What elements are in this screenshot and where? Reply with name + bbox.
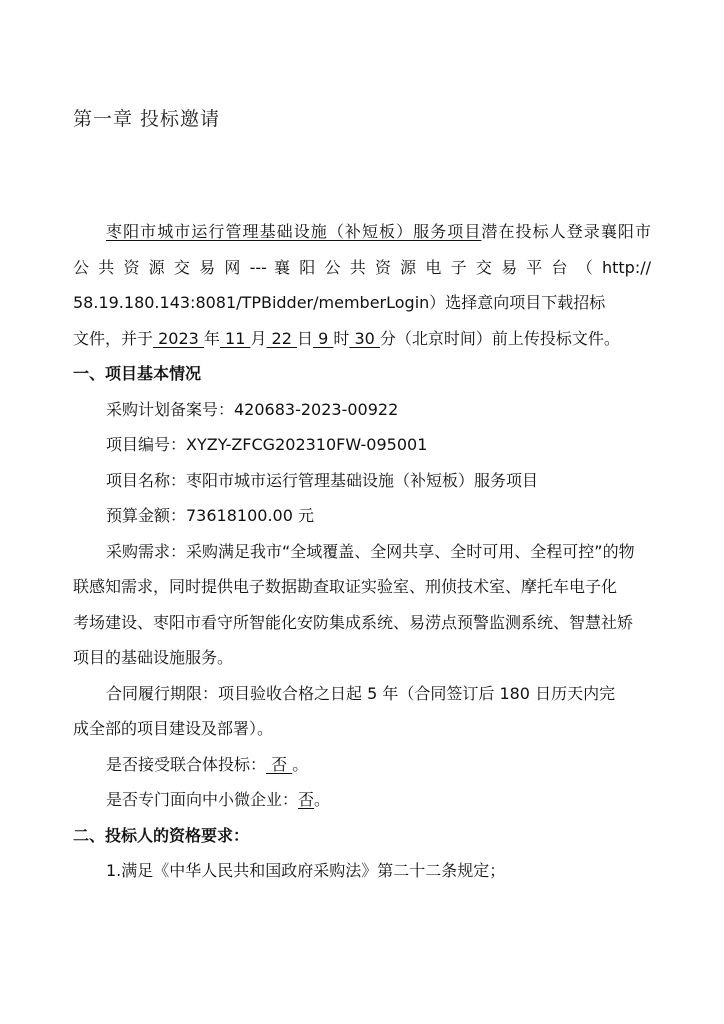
demand-line-3: 考场建设、枣阳市看守所智能化安防集成系统、易涝点预警监测系统、智慧社矫 (73, 612, 634, 632)
sme-line (73, 782, 651, 818)
consortium-period: 。 (292, 754, 309, 774)
hour-unit: 时 (333, 328, 350, 348)
deadline-suffix: 分（北京时间）前上传投标文件。 (379, 328, 620, 348)
consortium-line (73, 747, 651, 783)
consortium-value: 否 (266, 754, 293, 774)
deadline-minute: 30 (349, 328, 380, 348)
consortium-label: 是否接受联合体投标： (106, 754, 267, 774)
deadline-prefix: 文件，并于 (73, 328, 154, 348)
plan-number: 采购计划备案号：420683-2023-00922 (106, 399, 399, 419)
demand-line-4: 项目的基础设施服务。 (73, 648, 234, 667)
invitation-line-1-rest: 潜在投标人登录襄阳市 (481, 222, 651, 241)
demand-line-1: 采购需求：采购满足我市“全域覆盖、全网共享、全时可用、全程可控”的物 (106, 541, 635, 561)
period-line-1: 合同履行期限：项目验收合格之日起 5 年（合同签订后 180 日历天内完 (106, 683, 616, 703)
deadline-hour: 9 (313, 328, 334, 348)
chapter-title: 第一章 投标邀请 (73, 108, 221, 130)
budget-amount: 预算金额：73618100.00 元 (106, 506, 314, 525)
year-unit: 年 (203, 328, 220, 348)
sme-value: 否 (298, 790, 315, 809)
invitation-line-3: 58.19.180.143:8081/TPBidder/memberLogin）选择意向项目下载招标 (73, 293, 606, 312)
day-unit: 日 (297, 328, 314, 348)
document-body (73, 214, 651, 889)
deadline-month: 11 (219, 328, 251, 348)
invitation-line-4 (73, 321, 651, 357)
invitation-line-1 (73, 214, 651, 250)
qualification-item-1: 1.满足《中华人民共和国政府采购法》第二十二条规定； (106, 861, 506, 880)
period-line-2: 成全部的项目建设及部署）。 (73, 719, 274, 738)
sme-label: 是否专门面向中小微企业： (106, 790, 299, 809)
invitation-line-2: 公 共 资 源 交 易 网 --- 襄 阳 公 共 资 源 电 子 交 易 平 台 （ http:// (73, 257, 651, 277)
section-heading-2: 二、投标人的资格要求： (73, 825, 250, 845)
project-name-link: 枣阳市城市运行管理基础设施（补短板）服务项目 (106, 222, 482, 241)
demand-line-2: 联感知需求，同时提供电子数据勘查取证实验室、刑侦技术室、摩托车电子化 (73, 577, 618, 596)
project-number: 项目编号：XYZY-ZFCG202310FW-095001 (106, 435, 428, 454)
project-name: 项目名称：枣阳市城市运行管理基础设施（补短板）服务项目 (106, 470, 539, 490)
deadline-year: 2023 (153, 328, 204, 348)
sme-period: 。 (314, 790, 331, 809)
month-unit: 月 (250, 328, 267, 348)
section-heading-1: 一、项目基本情况 (73, 364, 202, 383)
deadline-day: 22 (266, 328, 297, 348)
